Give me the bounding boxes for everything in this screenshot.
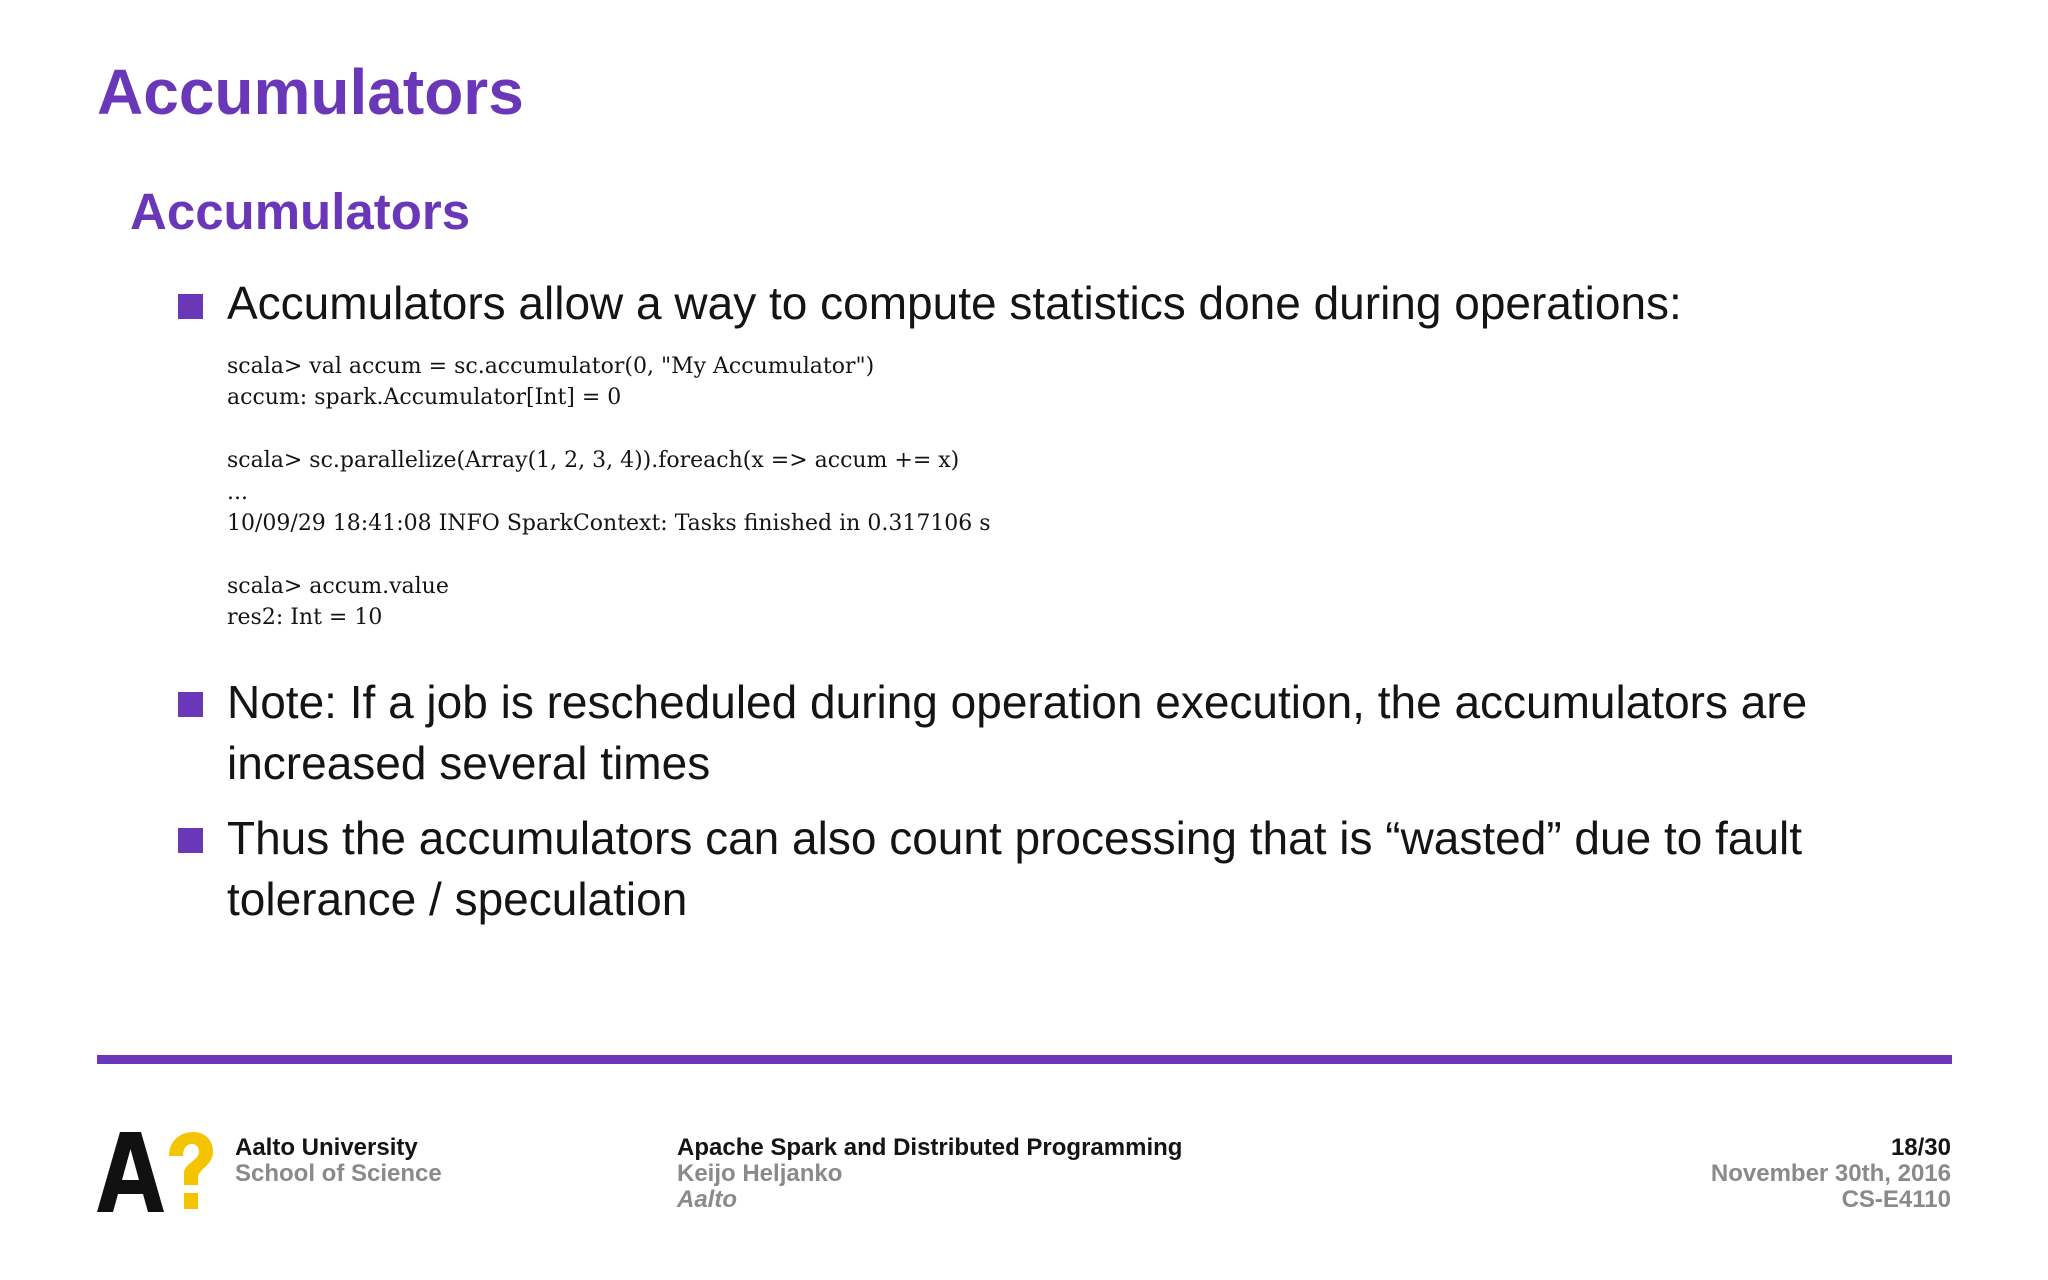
code-line: res2: Int = 10 <box>227 605 383 631</box>
footer-school: School of Science <box>235 1160 442 1187</box>
footer-author: Keijo Heljanko <box>677 1160 843 1187</box>
aalto-logo-icon <box>97 1132 213 1212</box>
bullet-marker-icon <box>178 294 203 319</box>
code-line <box>227 414 991 445</box>
bullet-marker-icon <box>178 828 203 853</box>
code-line: 10/09/29 18:41:08 INFO SparkContext: Tasks finished in 0.317106 s <box>227 510 991 536</box>
code-line: scala> accum.value <box>227 573 449 599</box>
footer-page-number: 18/30 <box>1890 1134 1951 1161</box>
bullet-line: Accumulators allow a way to compute statistics done during operations: <box>227 277 1682 329</box>
bullet-text-3 <box>227 808 1802 930</box>
footer-affiliation: Aalto <box>677 1186 737 1213</box>
code-line: scala> sc.parallelize(Array(1, 2, 3, 4)).foreach(x => accum += x) <box>227 448 960 474</box>
bullet-text-2 <box>227 672 1807 794</box>
footer-university: Aalto University <box>235 1134 418 1161</box>
bullet-line: tolerance / speculation <box>227 873 688 925</box>
bullet-marker-icon <box>178 692 203 717</box>
code-line: scala> val accum = sc.accumulator(0, "My Accumulator") <box>227 354 875 379</box>
code-line <box>227 539 991 570</box>
footer-date: November 30th, 2016 <box>1710 1160 1951 1187</box>
section-title: Accumulators <box>130 183 471 240</box>
bullet-line: Thus the accumulators can also count processing that is “wasted” due to fault <box>227 812 1803 864</box>
footer-course-title: Apache Spark and Distributed Programming <box>677 1134 1183 1161</box>
bullet-line: increased several times <box>227 737 711 789</box>
code-line: accum: spark.Accumulator[Int] = 0 <box>227 385 622 411</box>
slide-title: Accumulators <box>97 56 524 128</box>
code-block <box>227 351 991 634</box>
footer-course-code: CS-E4110 <box>1841 1186 1951 1213</box>
footer-divider <box>97 1055 1952 1064</box>
code-line: ... <box>227 479 248 505</box>
bullet-line: Note: If a job is rescheduled during operation execution, the accumulators are <box>227 676 1808 728</box>
bullet-text-1 <box>227 273 1682 334</box>
